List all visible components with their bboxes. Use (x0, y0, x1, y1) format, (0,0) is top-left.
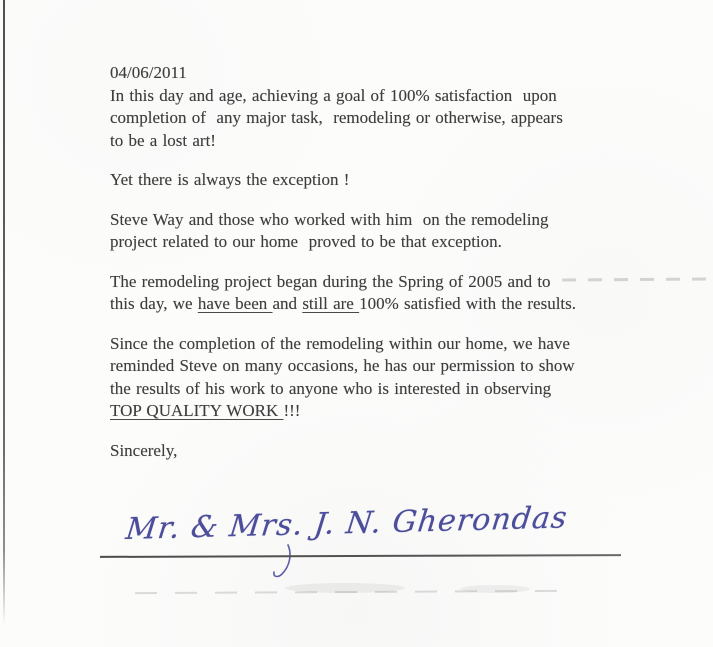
signature-line (100, 554, 621, 558)
underlined-text-segment: TOP QUALITY WORK (110, 401, 284, 420)
underlined-text-segment: still are (302, 294, 360, 313)
signature: Mr. & Mrs. J. N. Gherondas (124, 500, 570, 547)
scan-smudge (135, 590, 565, 594)
paragraph-line: reminded Steve on many occasions, he has our permission to show (110, 356, 575, 375)
paragraph-line: Since the completion of the remodeling within our home, we have (110, 333, 570, 353)
paragraph-line (110, 293, 635, 316)
paragraph-line: The remodeling project began during the Spring of 2005 and to (110, 271, 551, 291)
letter-body (110, 62, 635, 462)
text-segment: 100% satisfied with the results. (359, 294, 577, 313)
paragraph-line: completion of any major task, remodeling or otherwise, appears (110, 108, 563, 127)
paragraph-1 (110, 85, 635, 153)
paragraph-3 (110, 209, 635, 254)
scan-edge-line (3, 0, 5, 625)
paragraph-5 (110, 333, 635, 423)
paragraph-line: Steve Way and those who worked with him on the remodeling (110, 209, 549, 229)
paragraph-line (110, 400, 635, 423)
signature-flourish (270, 544, 294, 580)
scan-smudge (460, 585, 530, 593)
scan-smudge (285, 583, 405, 593)
text-segment: this day, we (110, 294, 198, 313)
paragraph-line: project related to our home proved to be that exception. (110, 232, 502, 251)
paragraph-line: In this day and age, achieving a goal of 100% satisfaction upon (110, 85, 557, 105)
paragraph-4 (110, 271, 635, 316)
paragraph-2 (110, 169, 635, 192)
text-segment: !!! (283, 401, 301, 420)
paragraph-line: the results of his work to anyone who is interested in observing (110, 378, 552, 398)
paragraph-line: to be a lost art! (110, 130, 216, 150)
text-segment: and (272, 294, 303, 313)
closing: Sincerely, (110, 440, 178, 460)
paragraph-line: Yet there is always the exception ! (110, 170, 350, 189)
letter-date: 04/06/2011 (110, 63, 187, 82)
underlined-text-segment: have been (197, 294, 273, 313)
